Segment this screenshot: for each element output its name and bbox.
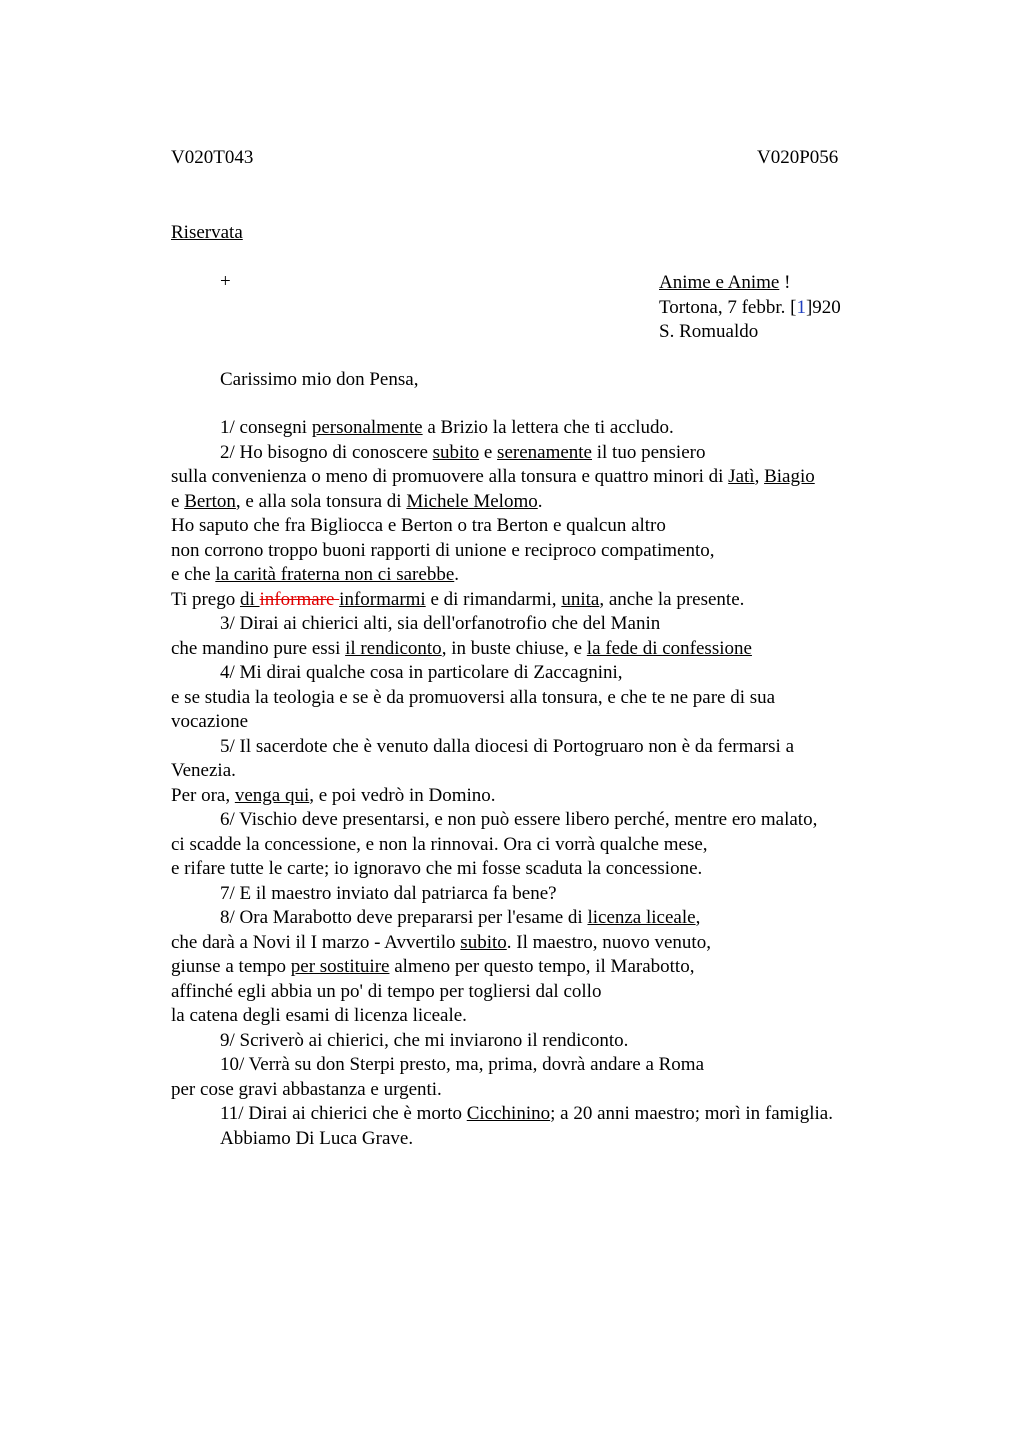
underlined-text: venga qui [234,785,310,806]
text-span: . [537,491,543,512]
body-line: 5/ Il sacerdote che è venuto dalla diocesi di Portogruaro non è da fermarsi a [220,736,795,757]
text-span: almeno per questo tempo, il Marabotto, [389,956,695,977]
text-span: , anche la presente. [599,589,745,610]
motto-line [659,271,841,296]
underlined-text: unita [561,589,600,610]
text-span: Ti prego [171,589,240,610]
deleted-text: informare [259,589,340,610]
text-span: 1/ consegni [220,417,312,438]
body-line: ci scadde la concessione, e non la rinnovai. Ora ci vorrà qualche mese, [171,834,708,855]
text-span: giunse a tempo [171,956,291,977]
text-span: e che [171,564,216,585]
text-span: , e poi vedrò in Domino. [309,785,496,806]
body-line [171,784,496,809]
underlined-text: Cicchinino [466,1103,551,1124]
underlined-text: il rendiconto [345,638,442,659]
underlined-text: per sostituire [290,956,390,977]
text-span: e [479,442,498,463]
body-line [171,588,744,613]
underlined-text: Biagio [764,466,815,487]
underlined-text: personalmente [311,417,423,438]
body-line: 6/ Vischio deve presentarsi, e non può essere libero perché, mentre ero malato, [220,809,818,830]
text-span: 2/ Ho bisogno di conoscere [220,442,433,463]
text-span: a Brizio la lettera che ti accludo. [422,417,674,438]
document-code-right: V020P056 [757,147,839,168]
body-line [171,490,542,515]
underlined-text: serenamente [497,442,592,463]
underlined-text: licenza liceale [587,907,696,928]
body-line: Abbiamo Di Luca Grave. [220,1128,414,1149]
motto-underlined: Anime e Anime [659,272,780,293]
body-line: e rifare tutte le carte; io ignoravo che mi fosse scaduta la concessione. [171,858,703,879]
text-span: , in buste chiuse, e [441,638,587,659]
body-line: per cose gravi abbastanza e urgenti. [171,1079,442,1100]
text-span: ; a 20 anni maestro; morì in famiglia. [550,1103,833,1124]
text-span: . Il maestro, nuovo venuto, [506,932,711,953]
body-line [171,955,694,980]
body-line: 3/ Dirai ai chierici alti, sia dell'orfanotrofio che del Manin [220,613,661,634]
body-line [220,441,705,466]
text-span: e di rimandarmi, [425,589,562,610]
body-line [171,465,815,490]
underlined-text: la fede di confessione [586,638,752,659]
date-suffix: ]920 [805,296,841,318]
date-prefix: Tortona, 7 febbr. [ [659,296,797,318]
body-line [171,563,459,588]
body-line: Ho saputo che fra Bigliocca e Berton o tra Berton e qualcun altro [171,515,666,536]
text-span: 11/ Dirai ai chierici che è morto [220,1103,467,1124]
text-span: , [754,466,765,487]
text-span: 8/ Ora Marabotto deve prepararsi per l'esame di [220,907,588,928]
body-line: vocazione [171,711,249,732]
text-span: sulla convenienza o meno di promuovere alla tonsura e quattro minori di [171,466,729,487]
motto-exclamation: ! [779,272,791,293]
body-line: 7/ E il maestro inviato dal patriarca fa bene? [220,883,557,904]
body-line [171,637,752,662]
document-code-left: V020T043 [171,147,254,168]
text-span: Per ora, [171,785,235,806]
text-span: che mandino pure essi [171,638,346,659]
underlined-text: di [239,589,260,610]
underlined-text: subito [432,442,480,463]
text-span: che darà a Novi il I marzo - Avvertilo [171,932,461,953]
salutation: Carissimo mio don Pensa, [220,369,419,390]
underlined-text: la carità fraterna non ci sarebbe [215,564,455,585]
underlined-text: Michele Melomo [406,491,538,512]
body-line: 10/ Verrà su don Sterpi presto, ma, prima, dovrà andare a Roma [220,1054,705,1075]
underlined-text: subito [460,932,507,953]
body-line [171,931,711,956]
text-span: , [695,907,701,928]
body-line: 9/ Scriverò ai chierici, che mi inviarono il rendiconto. [220,1030,629,1051]
saint-day: S. Romualdo [659,321,759,342]
body-line: non corrono troppo buoni rapporti di unione e reciproco compatimento, [171,540,715,561]
body-line: Venezia. [171,760,236,781]
text-span: , e alla sola tonsura di [235,491,407,512]
text-span: il tuo pensiero [592,442,706,463]
body-line: e se studia la teologia e se è da promuoversi alla tonsura, e che te ne pare di sua [171,687,776,708]
dateline-block [659,271,841,345]
body-line: la catena degli esami di licenza liceale. [171,1005,467,1026]
date-inserted-digit: 1 [796,296,806,318]
body-line [220,1102,833,1127]
confidential-label: Riservata [171,222,243,243]
body-line [220,906,700,931]
underlined-text: Berton [184,491,236,512]
body-line: 4/ Mi dirai qualche cosa in particolare di Zaccagnini, [220,662,623,683]
body-line: affinché egli abbia un po' di tempo per togliersi dal collo [171,981,602,1002]
cross-symbol: + [220,271,231,292]
date-line [659,296,841,321]
text-span: . [454,564,460,585]
underlined-text: informarmi [339,589,426,610]
body-line [220,416,674,441]
text-span: e [171,491,185,512]
underlined-text: Jatì [728,466,755,487]
